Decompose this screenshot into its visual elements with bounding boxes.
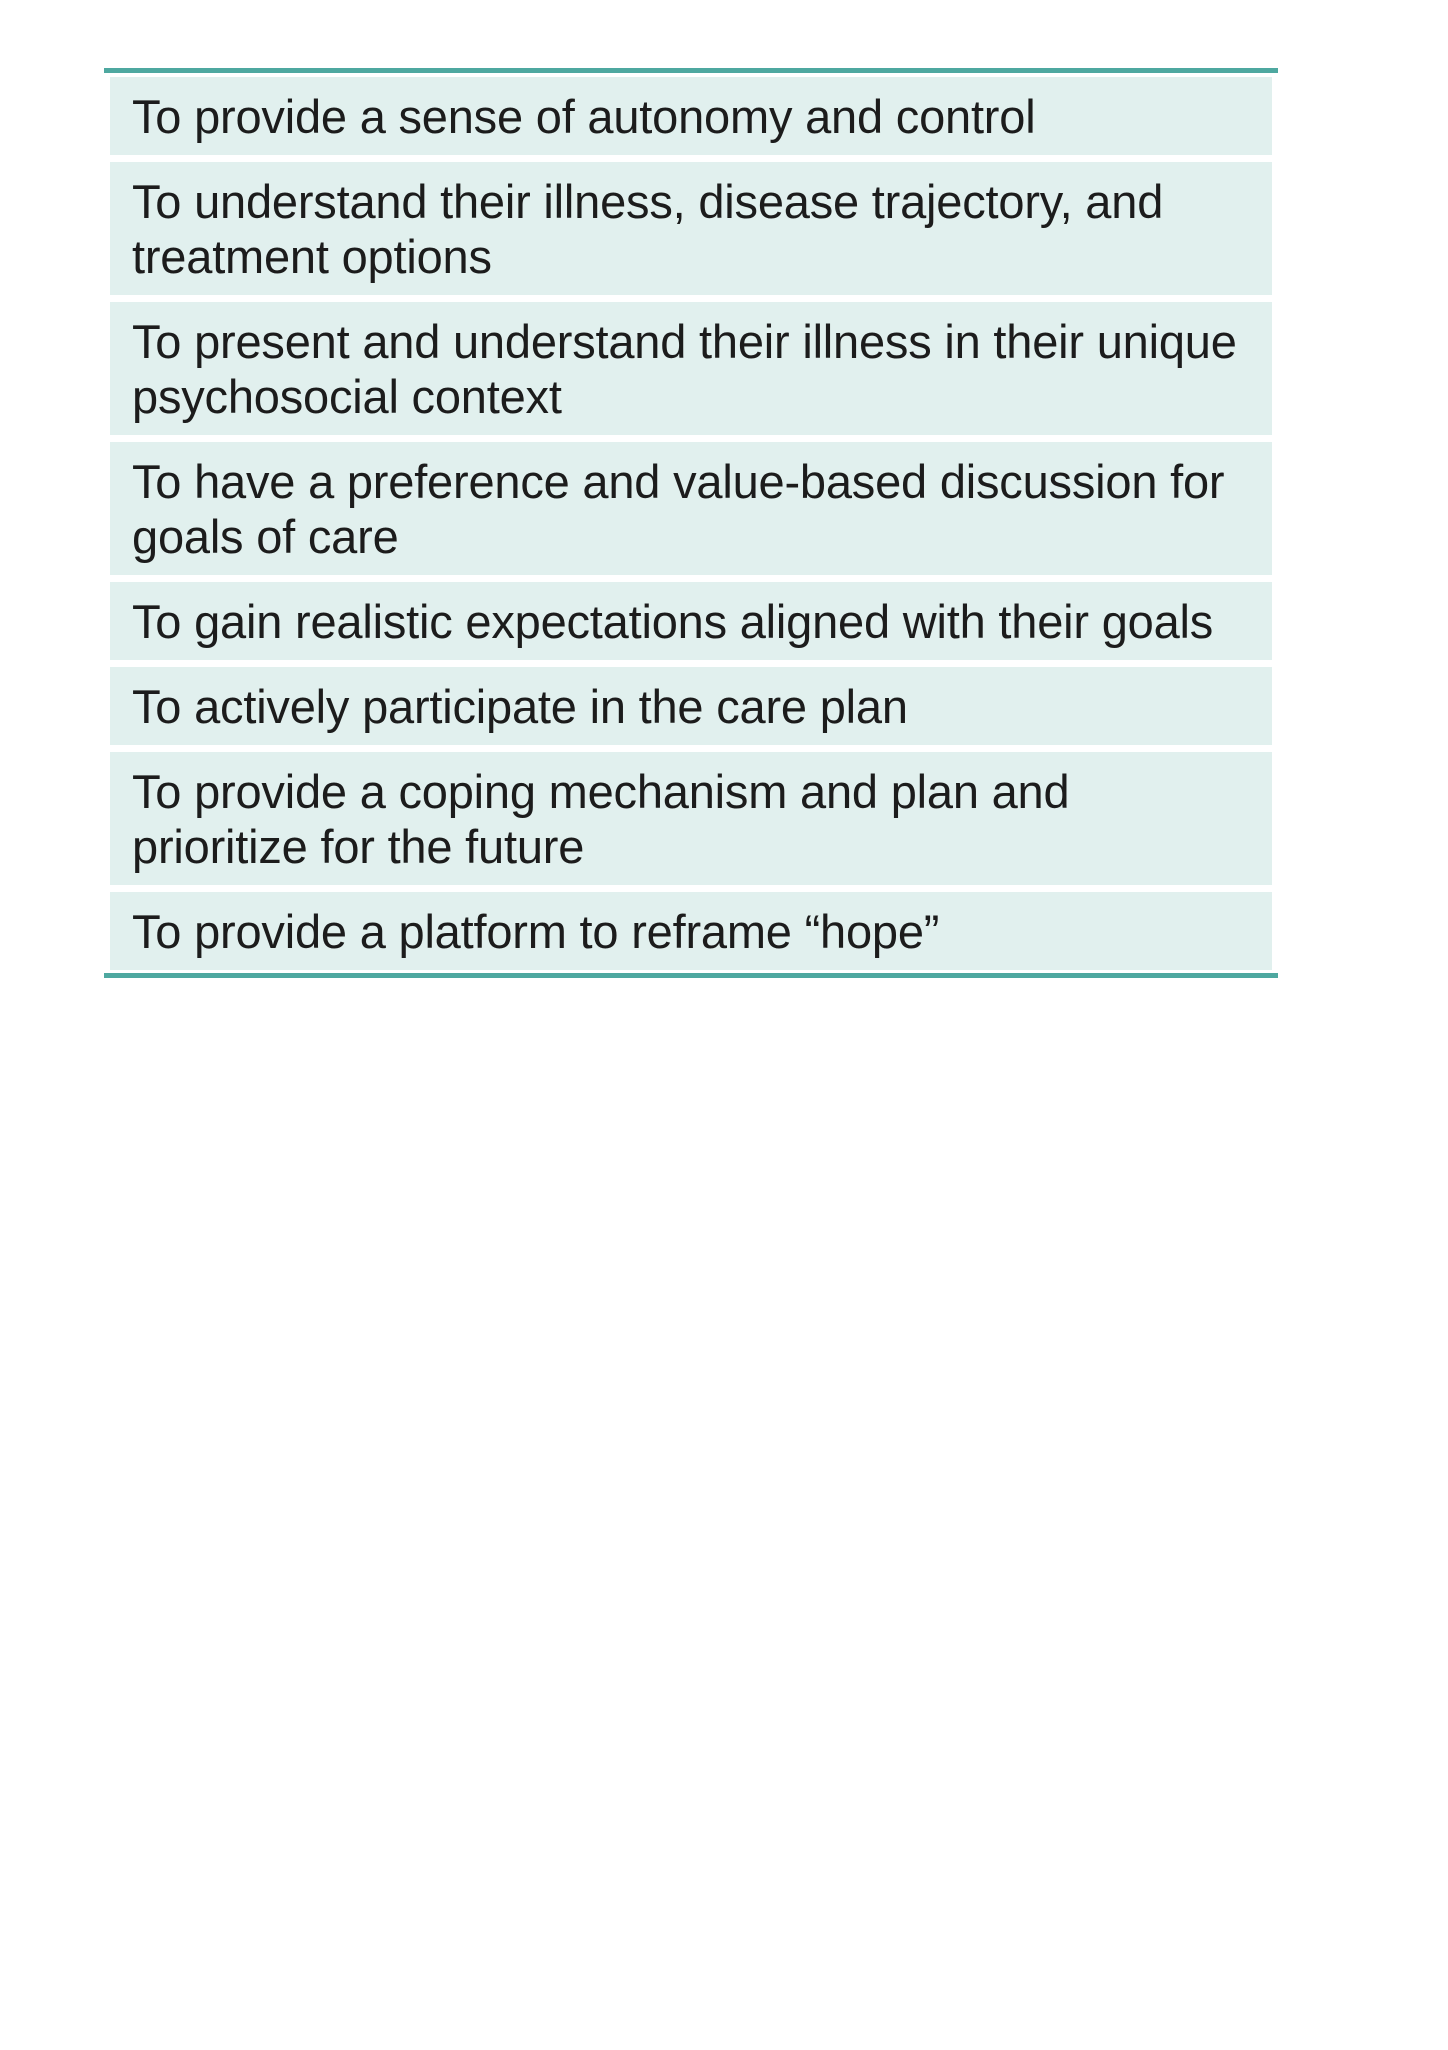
- table-row: To gain realistic expectations aligned with their goals: [110, 582, 1272, 660]
- table-row: To provide a sense of autonomy and control: [110, 77, 1272, 155]
- table-row: To have a preference and value-based discussion for goals of care: [110, 442, 1272, 575]
- table-row: To actively participate in the care plan: [110, 667, 1272, 745]
- table-row: To provide a platform to reframe “hope”: [110, 892, 1272, 970]
- table-row: To provide a coping mechanism and plan and prioritize for the future: [110, 752, 1272, 885]
- table-row: To present and understand their illness in their unique psychosocial context: [110, 302, 1272, 435]
- goals-table: [104, 68, 1278, 978]
- table-row: To understand their illness, disease trajectory, and treatment options: [110, 162, 1272, 295]
